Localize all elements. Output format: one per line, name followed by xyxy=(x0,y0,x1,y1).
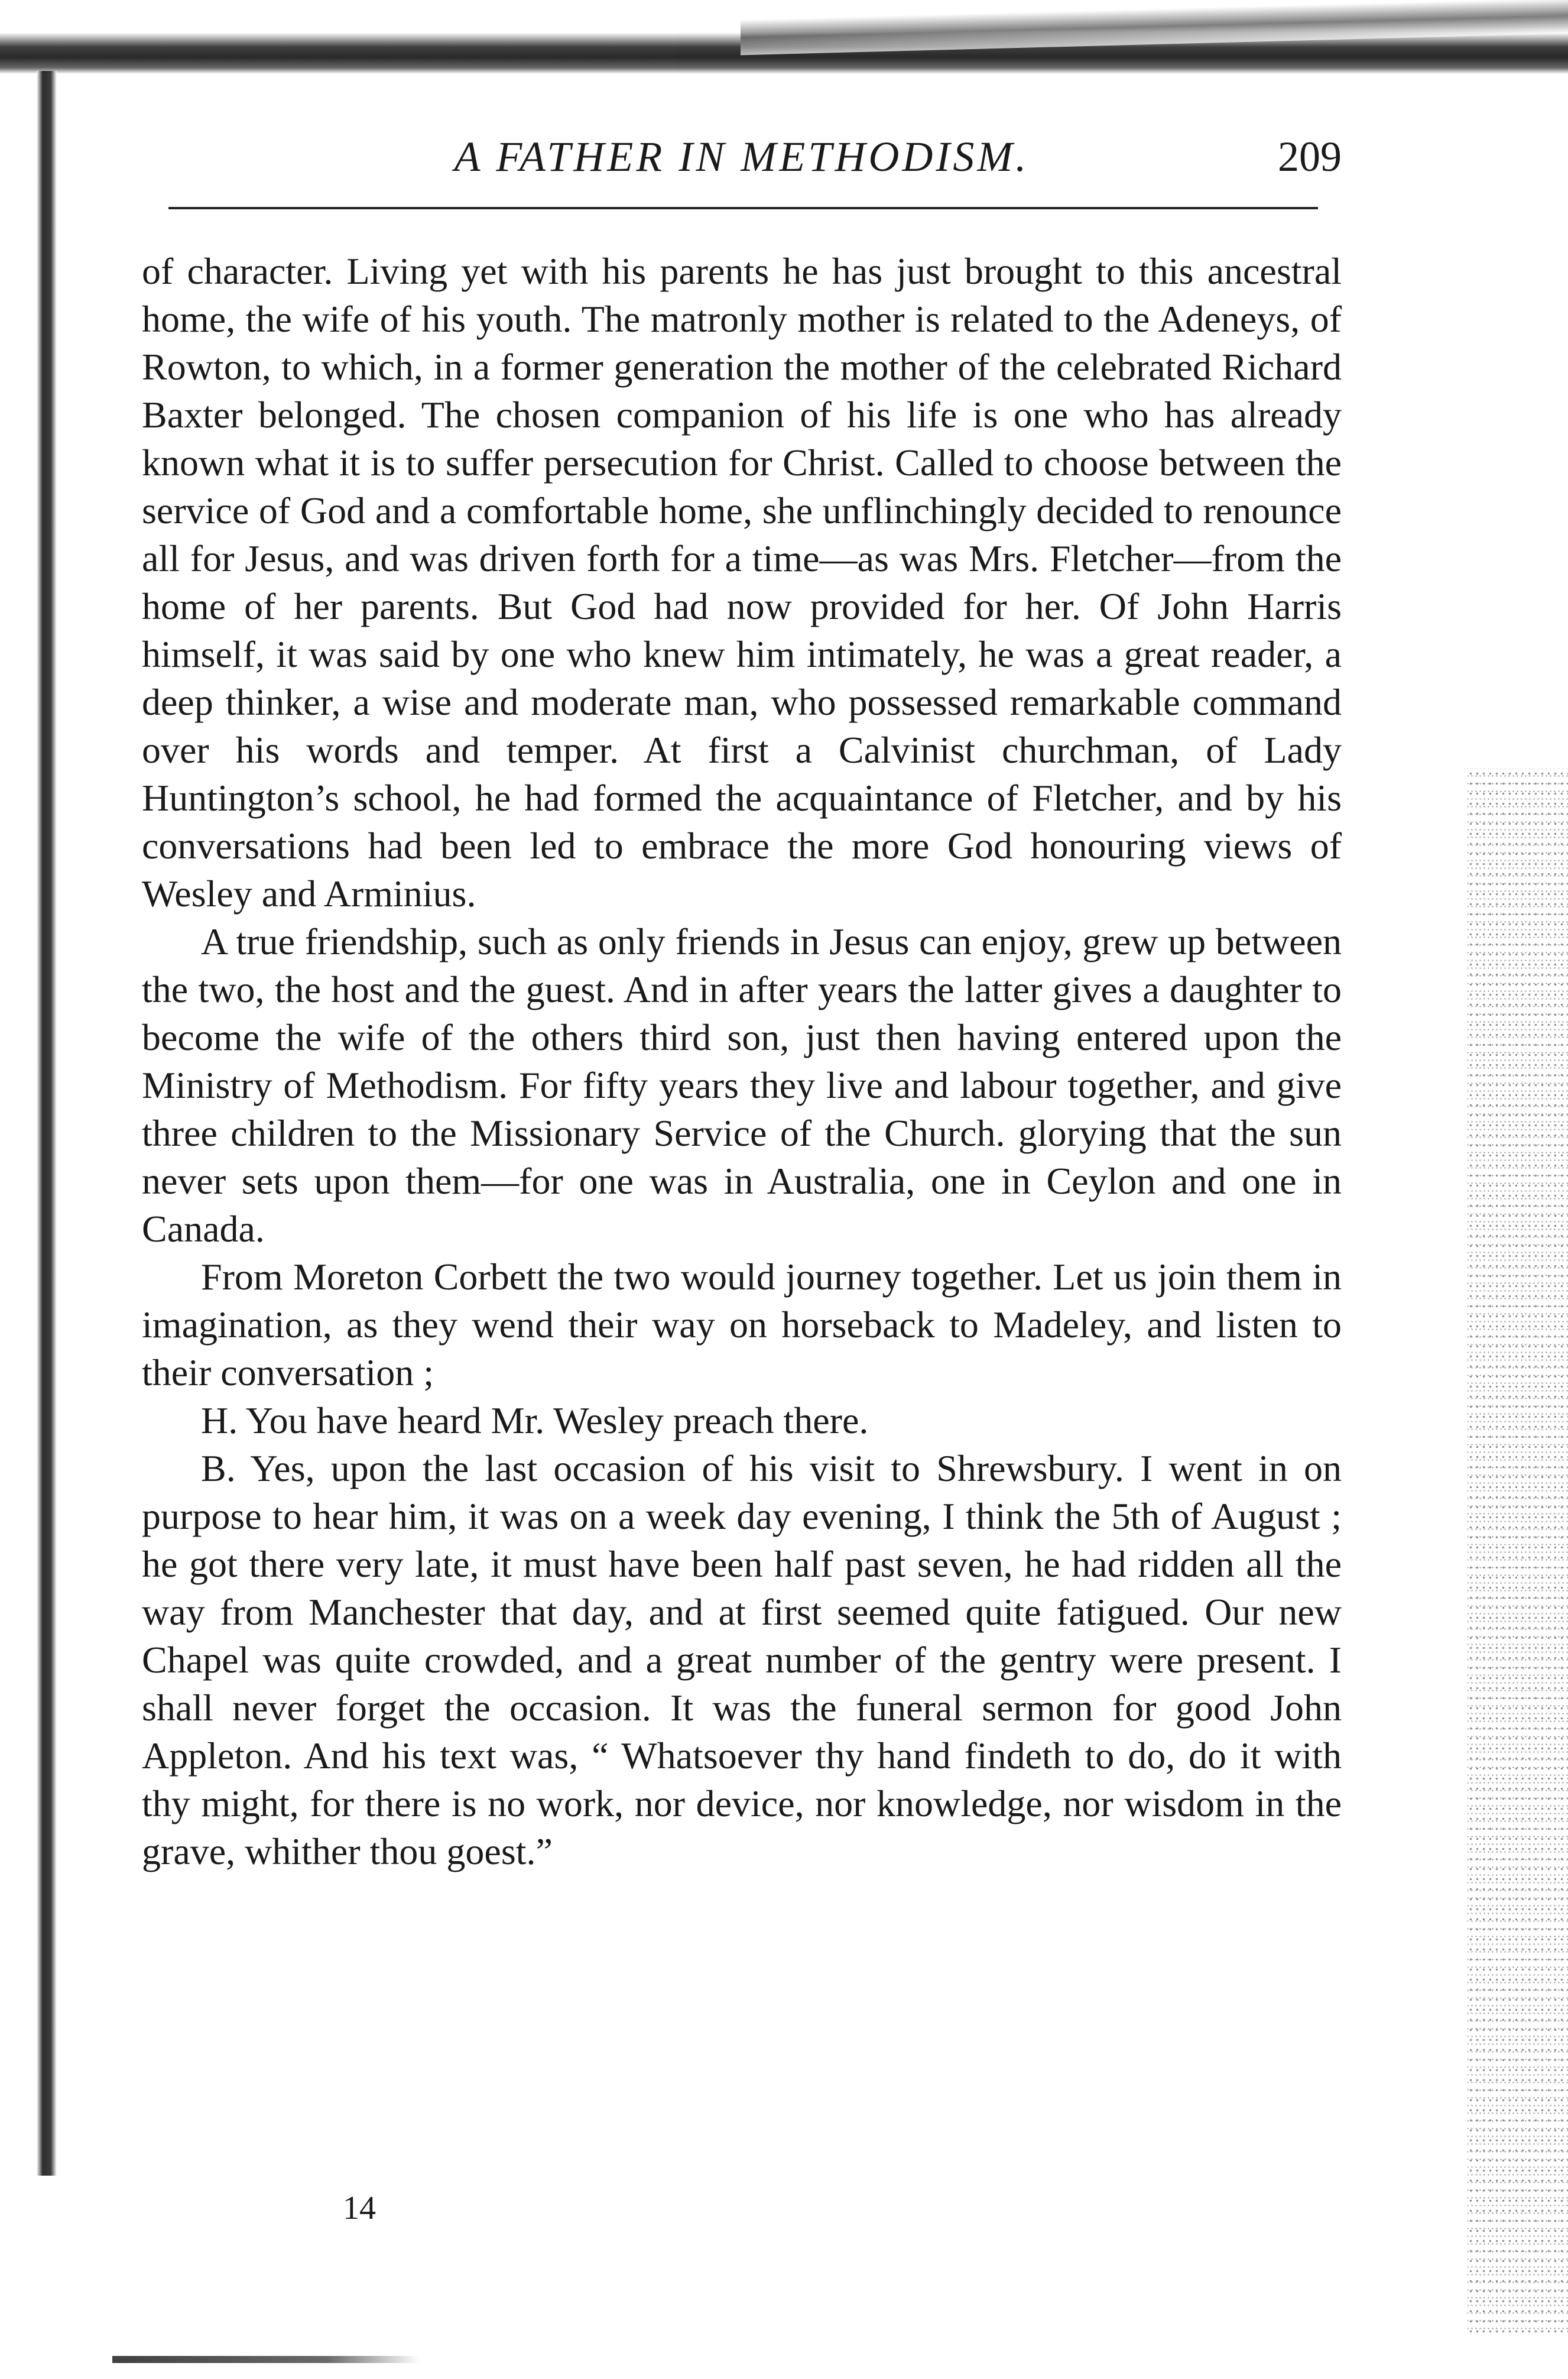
running-head xyxy=(142,124,1342,189)
header-rule xyxy=(168,207,1318,209)
running-title: A FATHER IN METHODISM. xyxy=(454,133,1030,180)
scan-edge-top xyxy=(0,33,1568,74)
scan-edge-left xyxy=(37,71,57,2176)
paragraph: From Moreton Corbett the two would journey together. Let us join them in imagination, as they wend their way on horseback to Madeley, and listen to their conversation ; xyxy=(142,1256,1342,1393)
paragraph: A true friendship, such as only friends in Jesus can enjoy, grew up between the two, the host and the guest. And in after years the latter gives a daughter to become the wife of the others third son, just then having entered upon the Ministry of Methodism. For fifty years they live and labour together, and give three children to the Missionary Service of the Church. glorying that the sun never sets upon them—for one was in Australia, one in Ceylon and one in Canada. xyxy=(142,921,1342,1250)
page-number: 209 xyxy=(1278,133,1342,180)
paragraph: of character. Living yet with his parents he has just brought to this ancestral home, the wife of his youth. The matronly mother is related to the Adeneys, of Rowton, to which, in a former generation the mother of the celebrated Richard Baxter belonged. The chosen companion of his life is one who has already known what it is to suffer persecution for Christ. Called to choose between the service of God and a comfortable home, she unflinchingly decided to renounce all for Jesus, and was driven forth for a time—as was Mrs. Fletcher—from the home of her parents. But God had now provided for her. Of John Harris himself, it was said by one who knew him intimately, he was a great reader, a deep thinker, a wise and moderate man, who possessed remarkable command over his words and temper. At first a Calvinist churchman, of Lady Huntington’s school, he had formed the acquaintance of Fletcher, and by his conversations had been led to embrace the more God honouring views of Wesley and Arminius. xyxy=(142,250,1342,915)
paragraph: H. You have heard Mr. Wesley preach there. xyxy=(201,1399,869,1441)
paragraph: B. Yes, upon the last occasion of his visit to Shrewsbury. I went in on purpose to hear him, it was on a week day evening, I think the 5th of August ; he got there very late, it must have been half past seven, he had ridden all the way from Manchester that day, and at first seemed quite fatigued. Our new Chapel was quite crowded, and a great number of the gentry were present. I shall never forget the occasion. It was the funeral sermon for good John Appleton. And his text was, “ Whatsoever thy hand findeth to do, do it with thy might, for there is no work, nor device, nor knowledge, nor wisdom in the grave, whither thou goest.” xyxy=(142,1447,1342,1872)
scan-edge-bottom xyxy=(112,2356,420,2363)
scan-edge-right xyxy=(1468,769,1568,2335)
signature-mark: 14 xyxy=(343,2190,376,2226)
body-text xyxy=(142,247,1342,1875)
